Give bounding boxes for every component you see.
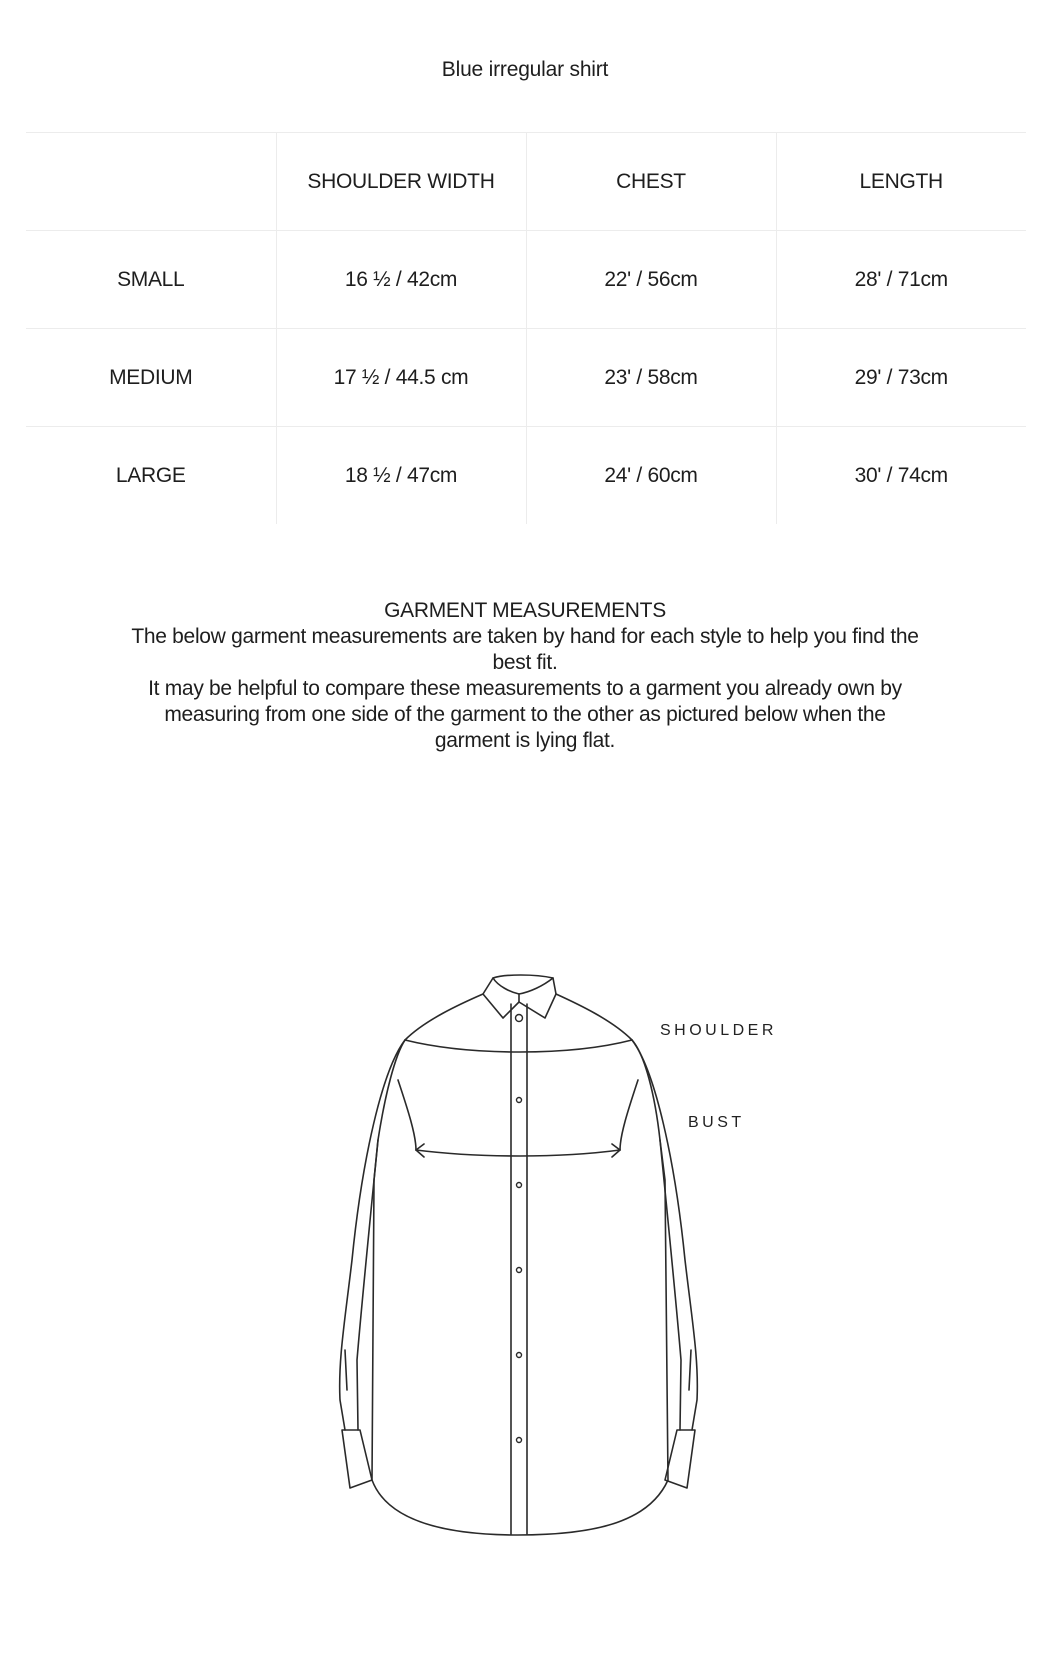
header-cell: LENGTH [776, 133, 1026, 231]
shirt-diagram [0, 960, 1050, 1560]
right-sleeve [632, 1040, 697, 1430]
header-cell [26, 133, 276, 231]
table-row [26, 329, 1026, 427]
shoulder-measure-line [405, 1040, 632, 1052]
table-cell: 28' / 71cm [776, 231, 1026, 329]
table-row [26, 427, 1026, 525]
right-cuff [665, 1430, 695, 1488]
table-cell: 22' / 56cm [526, 231, 776, 329]
measurement-info [125, 598, 925, 754]
button [517, 1353, 522, 1358]
size-table [26, 132, 1026, 524]
table-cell: 29' / 73cm [776, 329, 1026, 427]
size-label: LARGE [26, 427, 276, 525]
table-cell: 24' / 60cm [526, 427, 776, 525]
bust-label: BUST [688, 1114, 745, 1131]
table-row [26, 231, 1026, 329]
table-cell: 18 ½ / 47cm [276, 427, 526, 525]
shoulder-label: SHOULDER [660, 1022, 777, 1039]
info-paragraph: The below garment measurements are taken by hand for each style to help you find the best fit. [131, 625, 919, 674]
button [517, 1183, 522, 1188]
header-cell: SHOULDER WIDTH [276, 133, 526, 231]
table-cell: 30' / 74cm [776, 427, 1026, 525]
button [517, 1438, 522, 1443]
button [516, 1015, 523, 1022]
shirt-illustration [0, 960, 1050, 1560]
page-title: Blue irregular shirt [441, 58, 609, 81]
button [517, 1098, 522, 1103]
shirt-body [372, 994, 668, 1535]
header-cell: CHEST [526, 133, 776, 231]
info-paragraph: It may be helpful to compare these measurements to a garment you already own by measuring from one side of the garment to the other as pictured below when the garment is lying flat. [148, 677, 902, 752]
table-cell: 23' / 58cm [526, 329, 776, 427]
table-header-row [26, 133, 1026, 231]
table-cell: 16 ½ / 42cm [276, 231, 526, 329]
table-cell: 17 ½ / 44.5 cm [276, 329, 526, 427]
size-label: MEDIUM [26, 329, 276, 427]
left-cuff [342, 1430, 372, 1488]
button [517, 1268, 522, 1273]
bust-measure-line [416, 1150, 620, 1156]
info-heading: GARMENT MEASUREMENTS [384, 599, 666, 622]
size-label: SMALL [26, 231, 276, 329]
